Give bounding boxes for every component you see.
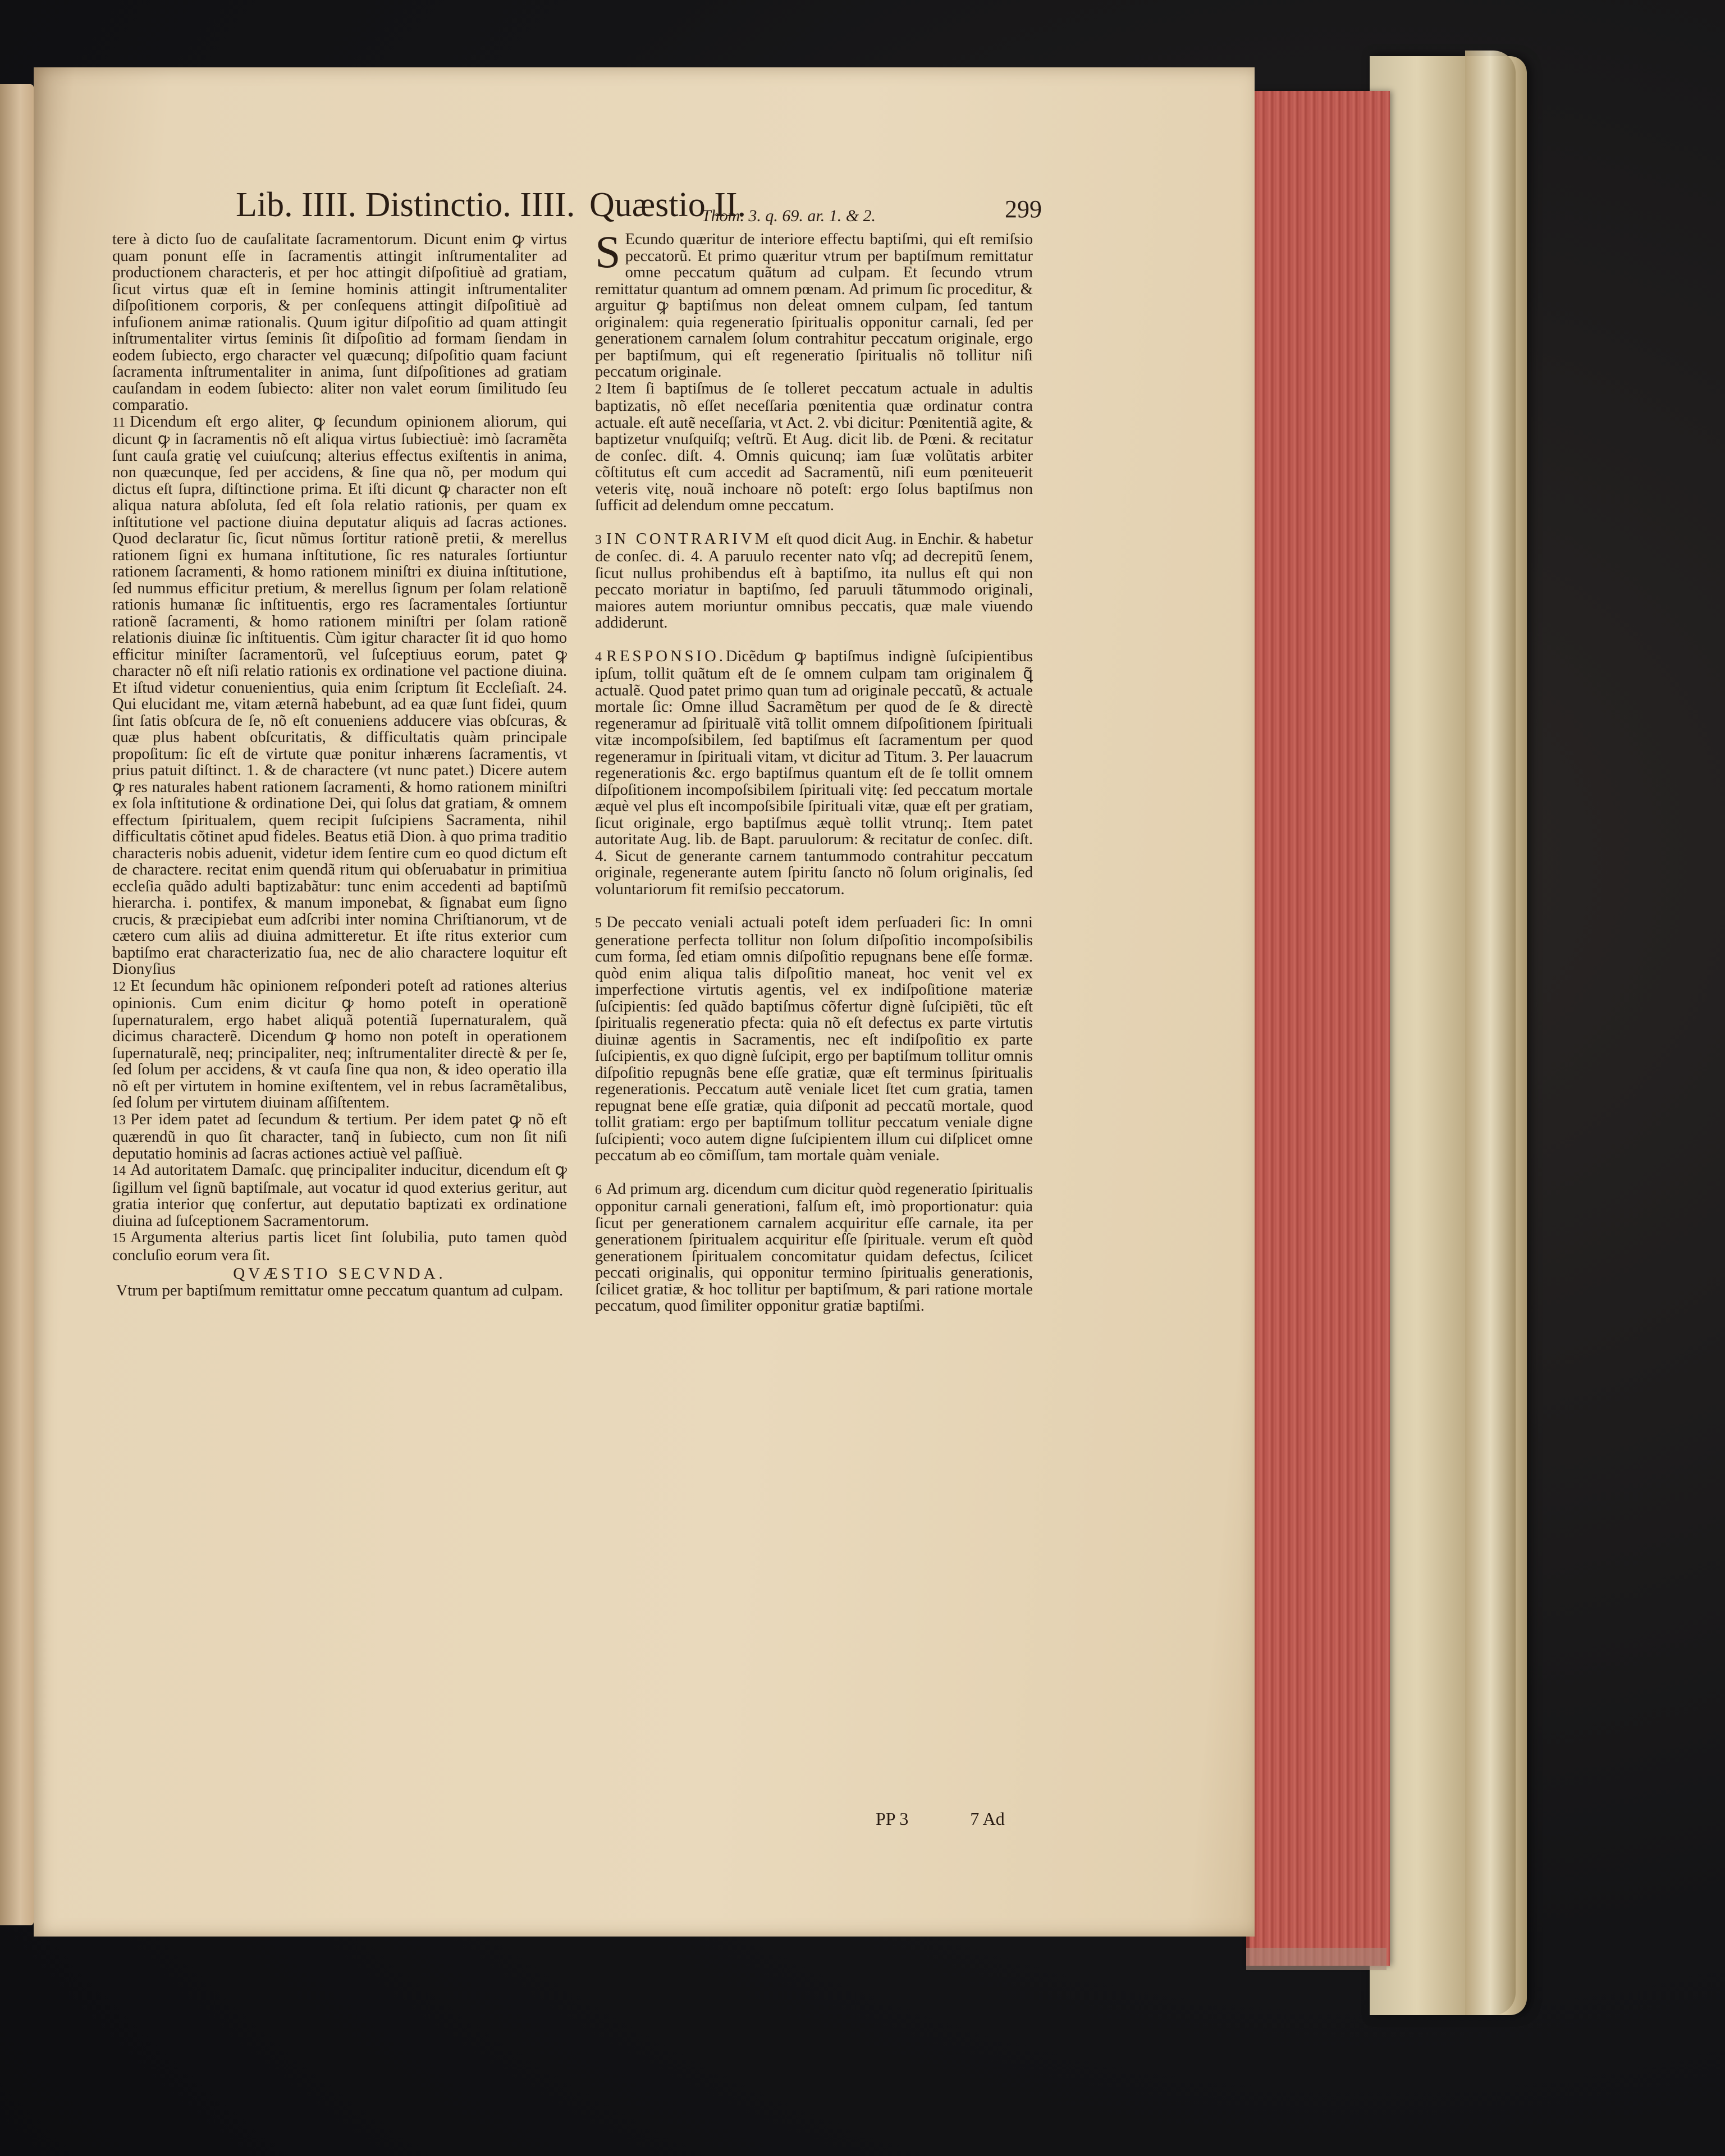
paragraph-text: Per idem patet ad ſecundum & tertium. Per idem patet ꝙ nõ eſt quærendũ in quo ſit character, tanq̃ in ſubiecto, cum non ſit niſi deputatio hominis ad ſacras actiones actiuè vel paſſiuè. bbox=[112, 1110, 567, 1162]
responsio-lead: RESPONSIO. bbox=[606, 647, 726, 665]
paragraph-6 bbox=[595, 1181, 1033, 1315]
paragraph-text: Ad autoritatem Damaſc. quę principaliter inducitur, dicendum eſt ꝙ ſigillum vel ſignũ baptiſmale, aut vocatur id quod exterius geritur, aut gratia interior quę confertur, aut deputatio baptizati ex ordinatione diuina ad ſuſceptionem Sacramentorum. bbox=[112, 1161, 567, 1230]
paragraph-text: Item ſi baptiſmus de ſe tolleret peccatum actuale in adultis baptizatis, nõ eſſet neceſſaria pœnitentia quæ ordinatur contra actuale. eſt autẽ neceſſaria, vt Act. 2. vbi dicitur: Pœnitentiã agite, & baptizetur vnuſquiſq; veſtrũ. Et Aug. dicit lib. de Pœni. & recitatur de conſec. diſt. 4. Omnis quicunq; iam ſuæ volũtatis arbiter cõſtitutus eſt cum accedit ad Sacramentũ, niſi eum pœniteuerit veteris vitę, nouã inchoare nõ poteſt: ergo ſolus baptiſmus non ſufficit ad delendum omne peccatum. bbox=[595, 379, 1033, 514]
paragraph-text: Dicendum eſt ergo aliter, ꝙ ſecundum opinionem aliorum, qui dicunt ꝙ in ſacramentis nõ eſt aliqua virtus ſubiectiuè: imò ſacramẽta ſunt cauſa gratię vel cuiuſcunq; alterius effectus exiſtentis in anima, non quæcunque, ſed per accidens, & ſine qua nõ, per modum qui dictus eſt ſupra, diſtinctione prima. Et iſti dicunt ꝙ character non eſt aliqua natura abſoluta, ſed eſt ſola relatio rationis, per quam ex inſtitutione vel pactione diuina deputatur aliquis ad ſacras actiones. Quod declaratur ſic, ſicut nũmus ſortitur rationẽ pretii, & merellus rationem ſigni ex humana inſtitutione, ſic res naturales ſortiuntur rationem ſacramenti, & homo rationem miniſtri ex diuina inſtitutione, ſed nummus efficitur pretium, & merellus ſignum per ſolam relationẽ rationis humanæ ſic inſtituentis, ergo res ſacramentales ſortiuntur rationẽ ſacramenti, & homo rationem miniſtri per ſolam rationẽ relationis diuinæ ſic inſtituentis. Cùm igitur character ſit id quo homo efficitur miniſter ſacramentorũ, vel ſuſceptiuus eorum, patet ꝙ character nõ eſt niſi relatio rationis ex ordinatione vel pactione diuina. Et iſtud videtur conuenientius, quia enim ſcriptum ſit Eccleſiaſt. 24. Qui elucidant me, vitam æternã habebunt, ad ea quæ ſunt fidei, quum ſint ſatis obſcura de ſe, nõ eſt conueniens adducere vias obſcuras, & quæ plus habent obſcuritatis, & difficultatis quàm principale propoſitum: ſic eſt de virtute quæ ponitur inhærens ſacramentis, vt prius patuit diſtinct. 1. & de charactere (vt nunc patet.) Dicere autem ꝙ res naturales habent rationem ſacramenti, & homo rationem miniſtri ex ſola inſtitutione & ordinatione Dei, qui ſolus dat gratiam, & omnem effectum ſpiritualem, quem recipit ſuſcipiens Sacramenta, nihil difficultatis cõtinet apud fideles. Beatus etiã Dion. à quo prima traditio characteris nobis aduenit, videtur idem ſentire cum eo quod dictum eſt de charactere. recitat enim quendã ritum qui obſeruabatur in primitiua eccleſia quãdo adulti baptizabãtur: tunc enim accedenti ad baptiſmũ hierarcha. i. pontifex, & manum imponebat, & ſignabat eum ſigno crucis, & præcipiebat eum adſcribi inter nomina Chriſtianorum, vt de cætero cum aliis ad diuina admitteretur. Et iſte ritus exterior cum baptiſmo erat characterizatio ſua, nec de alio charactere loquitur eſt Dionyſius bbox=[112, 413, 567, 978]
paragraph-number: 15 bbox=[112, 1231, 126, 1246]
paragraph-14 bbox=[112, 1162, 567, 1229]
running-header bbox=[236, 180, 1055, 230]
in-contrarium-lead: IN CONTRARIVM bbox=[606, 530, 772, 548]
paragraph-12 bbox=[112, 978, 567, 1111]
paragraph-text: Dicẽdum ꝙ baptiſmus indignè ſuſcipientibus ipſum, tollit quãtum eſt de ſe omnem culpam tam originalem ꝗ̃ actualẽ. Quod patet primo quan tum ad originale peccatũ, & actuale mortale ſic: Omne illud Sacramẽtum per quod de ſe & directè regeneramur ad ſpiritualẽ vitã tollit omnem diſpoſitionem ſpirituali vitæ incompoſsibilem, ſed baptiſmus eſt ſacramentum per quod regeneramur in ſpirituali vitam, vt dicitur ad Titum. 3. Per lauacrum regenerationis &c. ergo baptiſmus quantum eſt de ſe tollit omnem diſpoſitionem incompoſsibilem ſpirituali vitę: ſed peccatum mortale æquè vel plus eſt incompoſsibile ſpirituali vitæ, quæ eſt per gratiam, ſicut originale, ergo baptiſmus æquè tollit vtrunq;. Item patet autoritate Aug. lib. de Bapt. paruulorum: & recitatur de conſec. diſt. 4. Sicut de generante carnem tantummodo contrahitur peccatum originale, regenerante autem ſpiritu ſancto nõ ſolum originalis, ſed voluntariorum fit remiſsio peccatorum. bbox=[595, 647, 1033, 898]
drop-capital: S bbox=[595, 226, 621, 277]
paragraph-number: 5 bbox=[595, 916, 602, 931]
marginal-reference: Thom. 3. q. 69. ar. 1. & 2. bbox=[702, 207, 876, 225]
paragraph-2 bbox=[595, 381, 1033, 514]
question-heading bbox=[112, 1266, 567, 1299]
question-text: Vtrum per baptiſmum remittatur omne peccatum quantum ad culpam. bbox=[116, 1281, 564, 1299]
left-column bbox=[112, 231, 567, 1299]
paragraph-3 bbox=[595, 531, 1033, 631]
paragraph-number: 13 bbox=[112, 1113, 126, 1128]
paragraph-15 bbox=[112, 1229, 567, 1264]
paragraph-text: Argumenta alterius partis licet ſint ſolubilia, puto tamen quòd concluſio eorum vera ſit. bbox=[112, 1229, 567, 1264]
paragraph-number: 2 bbox=[595, 382, 602, 397]
binding-edge bbox=[1465, 51, 1516, 2015]
paragraph-text: Et ſecundum hãc opinionem reſponderi poteſt ad rationes alterius opinionis. Cum enim dicitur ꝙ homo poteſt in operationẽ ſupernaturalem, ergo habet aliquã potentiã ſupernaturalem, quã dicimus characterẽ. Dicendum ꝙ homo non poteſt in operationem ſupernaturalẽ, neq; principaliter, neq; inſtrumentaliter directè & per ſe, ſed ſolum per accidens, & vt cauſa ſine qua non, & ideo operatio illa nõ eſt per virtutem in homine exiſtentem, vel in rebus ſacramẽtalibus, ſed ſolum per virtutem diuinam aſſiſtentem. bbox=[112, 977, 567, 1111]
paragraph-text: Ecundo quæritur de interiore effectu baptiſmi, qui eſt remiſsio peccatorũ. Et primo quæritur vtrum per baptiſmum remittatur omne peccatum quãtum ad culpam. Et ſecundo vtrum remittatur quantum ad omnem pœnam. Ad primum ſic proceditur, & arguitur ꝙ baptiſmus non deleat omnem culpam, ſed tantum originalem: quia regeneratio ſpiritualis opponitur carnali, ſed per generationem carnalem ſolum contrahitur peccatum originale, ergo per baptiſmum, qui eſt regeneratio ſpiritualis nõ tollitur niſi peccatum originale. bbox=[595, 231, 1033, 381]
paragraph-number: 12 bbox=[112, 979, 126, 994]
paragraph-5 bbox=[595, 914, 1033, 1164]
question-title: QVÆSTIO SECVNDA. bbox=[233, 1265, 446, 1283]
paragraph-text: eſt quod dicit Aug. in Enchir. & habetur de conſec. di. 4. A paruulo recenter nato vſq; ad decrepitũ ſenem, ſicut nullus prohibendus eſt à baptiſmo, ita nullus eſt qui non peccato moriatur in baptiſmo, ſed paruuli tãtummodo originali, maiores autem moriuntur omnibus peccatis, quæ male viuendo addiderunt. bbox=[595, 530, 1033, 631]
catchword: 7 Ad bbox=[970, 1809, 1005, 1829]
paragraph-number: 11 bbox=[112, 415, 126, 430]
facing-page-edge bbox=[0, 84, 34, 1925]
paragraph-text: Ad primum arg. dicendum cum dicitur quòd regeneratio ſpiritualis opponitur carnali generationi, falſum eſt, imò proportionatur: quia ſicut per generationem carnalem acquiritur eſſe carnale, ita per generationem ſpiritualem acquiritur eſſe ſpirituale. verum eſt quòd generationem ſpiritualem concomitatur quidam defectus, ſcilicet peccati originalis, qui opponitur termino ſpiritualis generationis, ſcilicet gratiæ, & hoc tollitur per baptiſmum, & pari ratione mortale peccatum, quod ſimiliter opponitur gratiæ baptiſmi. bbox=[595, 1180, 1033, 1315]
right-column bbox=[595, 226, 1033, 1315]
paragraph-10-continued: tere à dicto ſuo de cauſalitate ſacramentorum. Dicunt enim ꝙ virtus quam ponunt eſſe in ſacramentis attingit inſtrumentaliter ad productionem characteris, et per hoc attingit diſpoſitiuè ad gratiam, ſicut virtus quæ eſt in ſemine hominis attingit inſtrumentaliter diſpoſitionem corporis, & per conſequens attingit diſpoſitiuè ad infuſionem animæ rationalis. Quum igitur diſpoſitio ad quam attingit inſtrumentaliter virtus ſeminis ſit diſpoſitio ad formam ſiendam in eodem ſubiecto, ergo character vel quæcunq; diſpoſitio quam faciunt ſacramenta inſtrumentaliter in anima, ſunt diſpoſitiones ad gratiam cauſandam in eodem ſubiecto: aliter non valet eorum ſimilitudo ſeu comparatio. bbox=[112, 231, 567, 414]
paragraph-4 bbox=[595, 648, 1033, 898]
running-title-right: Quæstio II. bbox=[589, 186, 746, 224]
paragraph-number: 6 bbox=[595, 1182, 602, 1197]
paragraph-13 bbox=[112, 1111, 567, 1162]
paragraph-text: De peccato veniali actuali poteſt idem perſuaderi ſic: In omni generatione perfecta tollitur non ſolum diſpoſitio incompoſsibilis cum forma, ſed etiam omnis diſpoſitio repugnans bene eſſe formæ. quòd enim aliqua talis diſpoſitio maneat, hoc venit vel ex imperfectione virtutis agentis, vel ex indiſpoſitione materiæ ſuſcipientis: ſed quãdo baptiſmus cõfertur dignè ſuſcipiẽti, tũc eſt ſpiritualis regeneratio pfecta: quia nõ eſt defectus ex parte virtutis diuinæ agentis in Sacramentis, nec eſt indiſpoſitio ex parte ſuſcipientis, ex quo dignè ſuſcipit, ergo per baptiſmum tollitur omnis diſpoſitio repugnãs bene eſſe gratiæ, quæ eſt terminus ſpiritualis regenerationis. Peccatum autẽ veniale licet ſtet cum gratia, tamen repugnat bene eſſe gratiæ, quia diſponit ad peccatũ mortale, quod tollit gratiam: ergo per baptiſmum tollitur peccatum veniale digne ſuſcipienti; voco autem digne ſuſcipientem illum cui diſplicet omne peccatum ab eo cõmiſſum, tam mortale quàm veniale. bbox=[595, 914, 1033, 1164]
paragraph-1 bbox=[595, 226, 1033, 381]
running-title-left: Lib. IIII. Distinctio. IIII. bbox=[236, 186, 575, 224]
paragraph-number: 14 bbox=[112, 1164, 126, 1178]
paragraph-11 bbox=[112, 414, 567, 978]
signature-mark: PP 3 bbox=[876, 1809, 909, 1829]
page-footer bbox=[876, 1809, 1005, 1829]
paragraph-number: 3 bbox=[595, 532, 602, 547]
folio-number: 299 bbox=[1005, 195, 1042, 223]
paragraph-number: 4 bbox=[595, 649, 602, 665]
fore-edge-bottom bbox=[1246, 1948, 1387, 1970]
red-fore-edge bbox=[1246, 91, 1390, 1966]
